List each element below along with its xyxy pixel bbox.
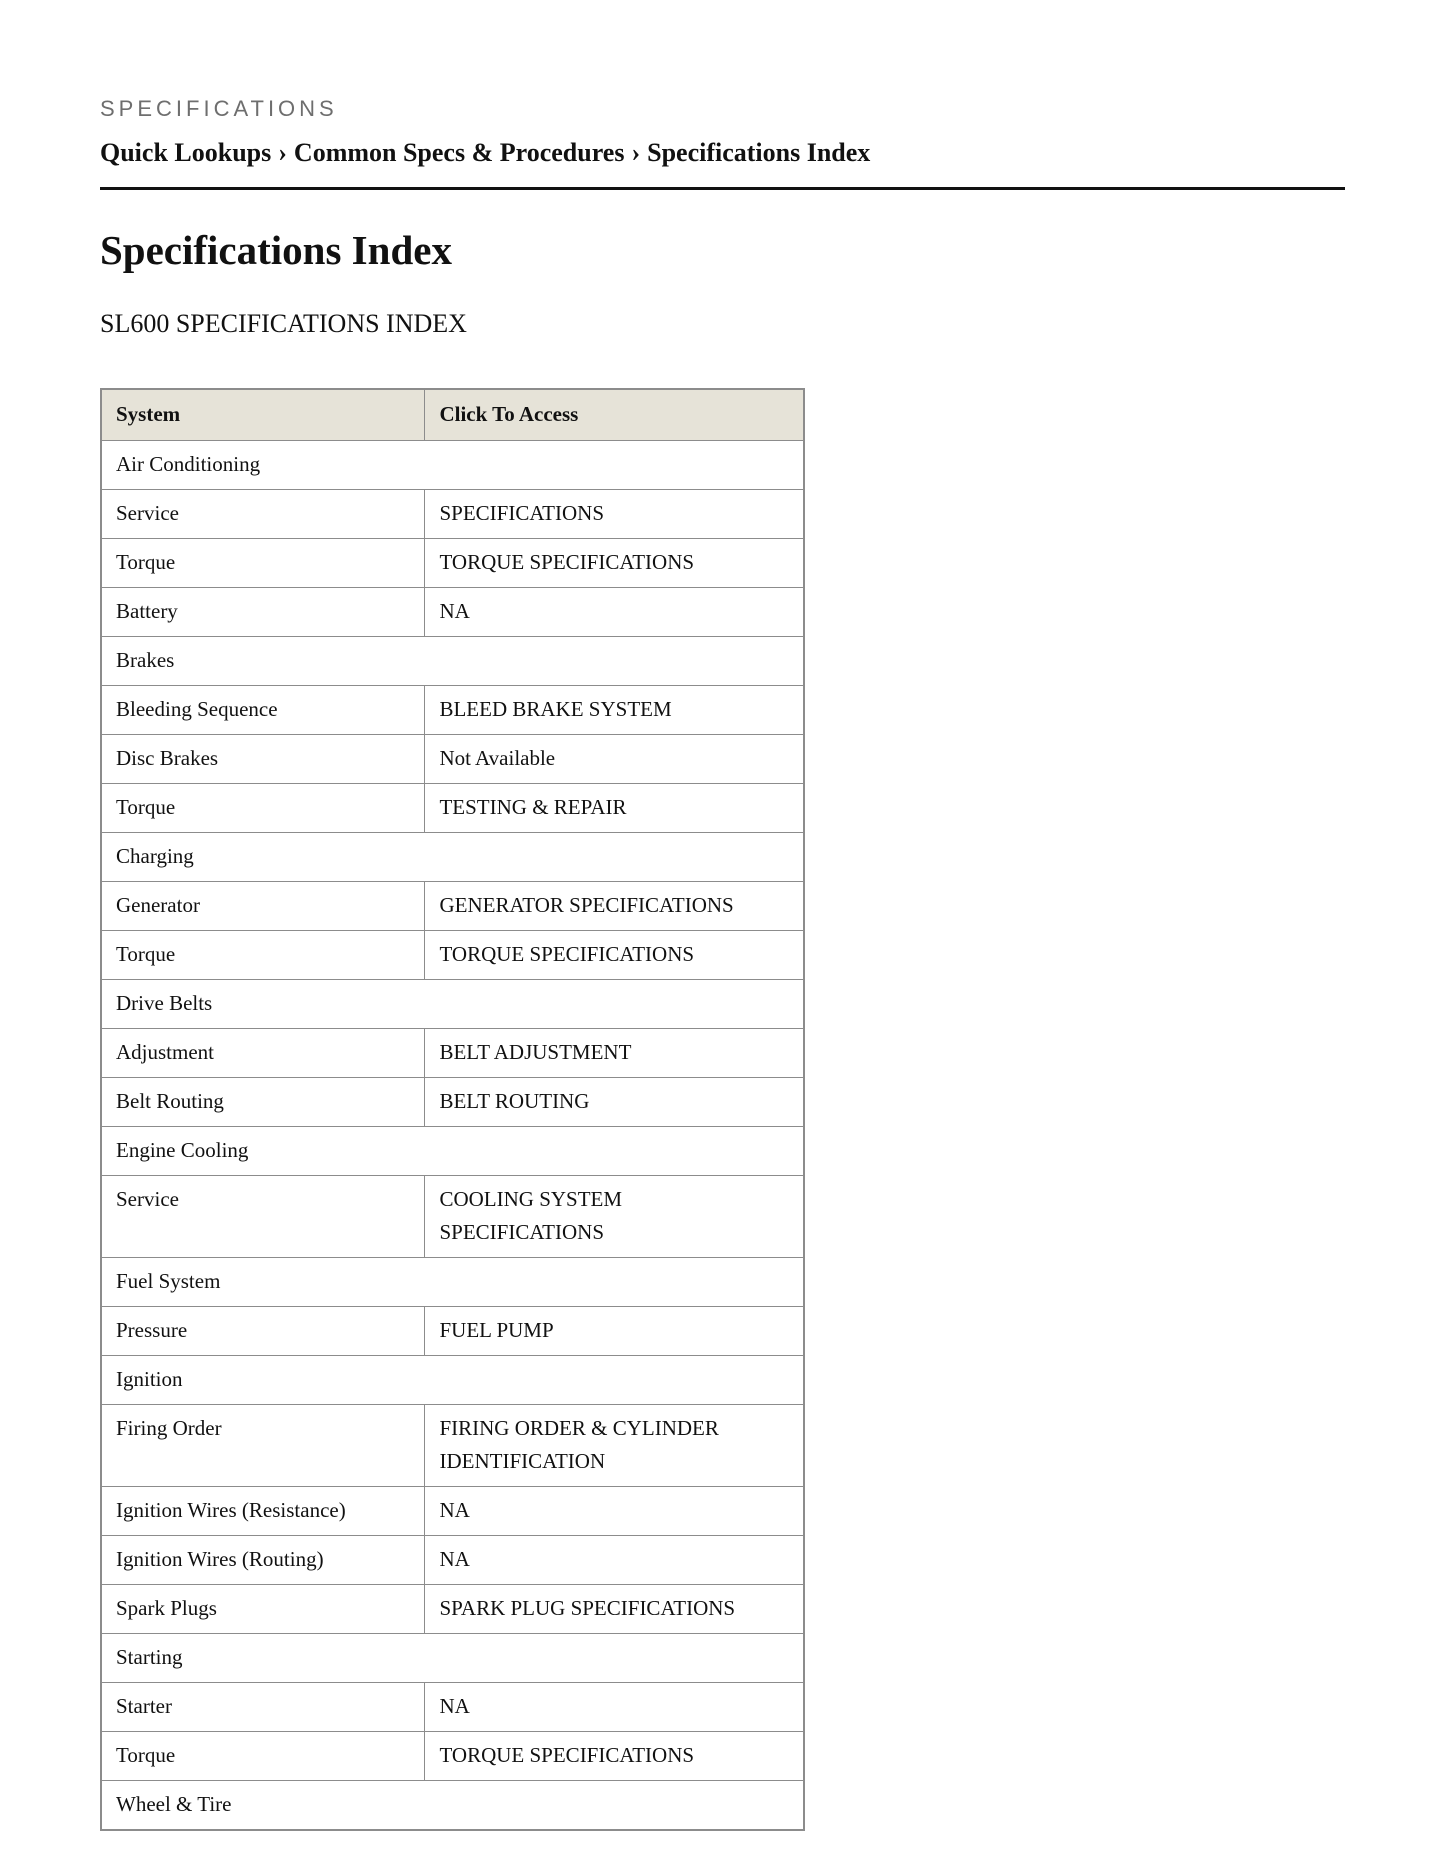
table-group-row [101,833,804,882]
breadcrumb-separator: › [631,138,641,167]
table-group-row [101,1634,804,1683]
specifications-table [100,388,805,1831]
system-group-label: Engine Cooling [101,1127,804,1176]
access-value: NA [425,1487,804,1536]
column-header-system: System [101,389,425,441]
access-link[interactable]: SPECIFICATIONS [425,490,804,539]
system-label: Starter [101,1683,425,1732]
table-row [101,1732,804,1781]
system-label: Belt Routing [101,1078,425,1127]
table-row [101,931,804,980]
system-label: Torque [101,931,425,980]
access-value: NA [425,1536,804,1585]
table-group-row [101,1258,804,1307]
system-group-label: Fuel System [101,1258,804,1307]
system-label: Disc Brakes [101,735,425,784]
table-group-row [101,1356,804,1405]
table-group-row [101,637,804,686]
access-link[interactable]: GENERATOR SPECIFICATIONS [425,882,804,931]
table-group-row [101,1781,804,1831]
table-row [101,1176,804,1258]
table-row [101,1487,804,1536]
table-row [101,1683,804,1732]
table-row [101,1405,804,1487]
system-group-label: Charging [101,833,804,882]
table-row [101,588,804,637]
system-label: Ignition Wires (Routing) [101,1536,425,1585]
system-label: Firing Order [101,1405,425,1487]
system-label: Ignition Wires (Resistance) [101,1487,425,1536]
system-group-label: Starting [101,1634,804,1683]
access-link[interactable]: COOLING SYSTEM SPECIFICATIONS [425,1176,804,1258]
access-link[interactable]: TORQUE SPECIFICATIONS [425,1732,804,1781]
table-row [101,784,804,833]
table-row [101,686,804,735]
header-divider [100,187,1345,190]
access-link[interactable]: SPARK PLUG SPECIFICATIONS [425,1585,804,1634]
table-row [101,1585,804,1634]
system-label: Pressure [101,1307,425,1356]
system-group-label: Wheel & Tire [101,1781,804,1831]
section-eyebrow: SPECIFICATIONS [100,96,338,121]
access-link[interactable]: TORQUE SPECIFICATIONS [425,931,804,980]
table-row [101,490,804,539]
system-label: Generator [101,882,425,931]
system-label: Service [101,1176,425,1258]
table-row [101,735,804,784]
system-group-label: Drive Belts [101,980,804,1029]
system-label: Bleeding Sequence [101,686,425,735]
access-link[interactable]: FIRING ORDER & CYLINDER IDENTIFICATION [425,1405,804,1487]
access-value: Not Available [425,735,804,784]
system-label: Service [101,490,425,539]
breadcrumb-item-common-specs[interactable]: Common Specs & Procedures [293,138,625,167]
breadcrumb [100,138,870,168]
table-body [101,441,804,1831]
table-group-row [101,1127,804,1176]
access-link[interactable]: FUEL PUMP [425,1307,804,1356]
access-link[interactable]: BLEED BRAKE SYSTEM [425,686,804,735]
table-group-row [101,441,804,490]
breadcrumb-item-current: Specifications Index [647,138,871,167]
table-group-row [101,980,804,1029]
access-value: NA [425,588,804,637]
table-row [101,539,804,588]
access-link[interactable]: BELT ROUTING [425,1078,804,1127]
system-label: Torque [101,784,425,833]
system-group-label: Ignition [101,1356,804,1405]
access-link[interactable]: BELT ADJUSTMENT [425,1029,804,1078]
column-header-click-to-access: Click To Access [425,389,804,441]
table-row [101,1078,804,1127]
access-link[interactable]: TESTING & REPAIR [425,784,804,833]
breadcrumb-separator: › [278,138,287,167]
table-row [101,1029,804,1078]
table-header-row [101,389,804,441]
system-group-label: Air Conditioning [101,441,804,490]
system-label: Adjustment [101,1029,425,1078]
index-subtitle: SL600 SPECIFICATIONS INDEX [100,309,467,338]
access-link[interactable]: TORQUE SPECIFICATIONS [425,539,804,588]
table-row [101,882,804,931]
table-row [101,1307,804,1356]
access-value: NA [425,1683,804,1732]
breadcrumb-item-quick-lookups[interactable]: Quick Lookups [100,138,272,167]
system-group-label: Brakes [101,637,804,686]
system-label: Torque [101,1732,425,1781]
table-row [101,1536,804,1585]
system-label: Battery [101,588,425,637]
system-label: Torque [101,539,425,588]
page-title: Specifications Index [100,227,452,273]
system-label: Spark Plugs [101,1585,425,1634]
